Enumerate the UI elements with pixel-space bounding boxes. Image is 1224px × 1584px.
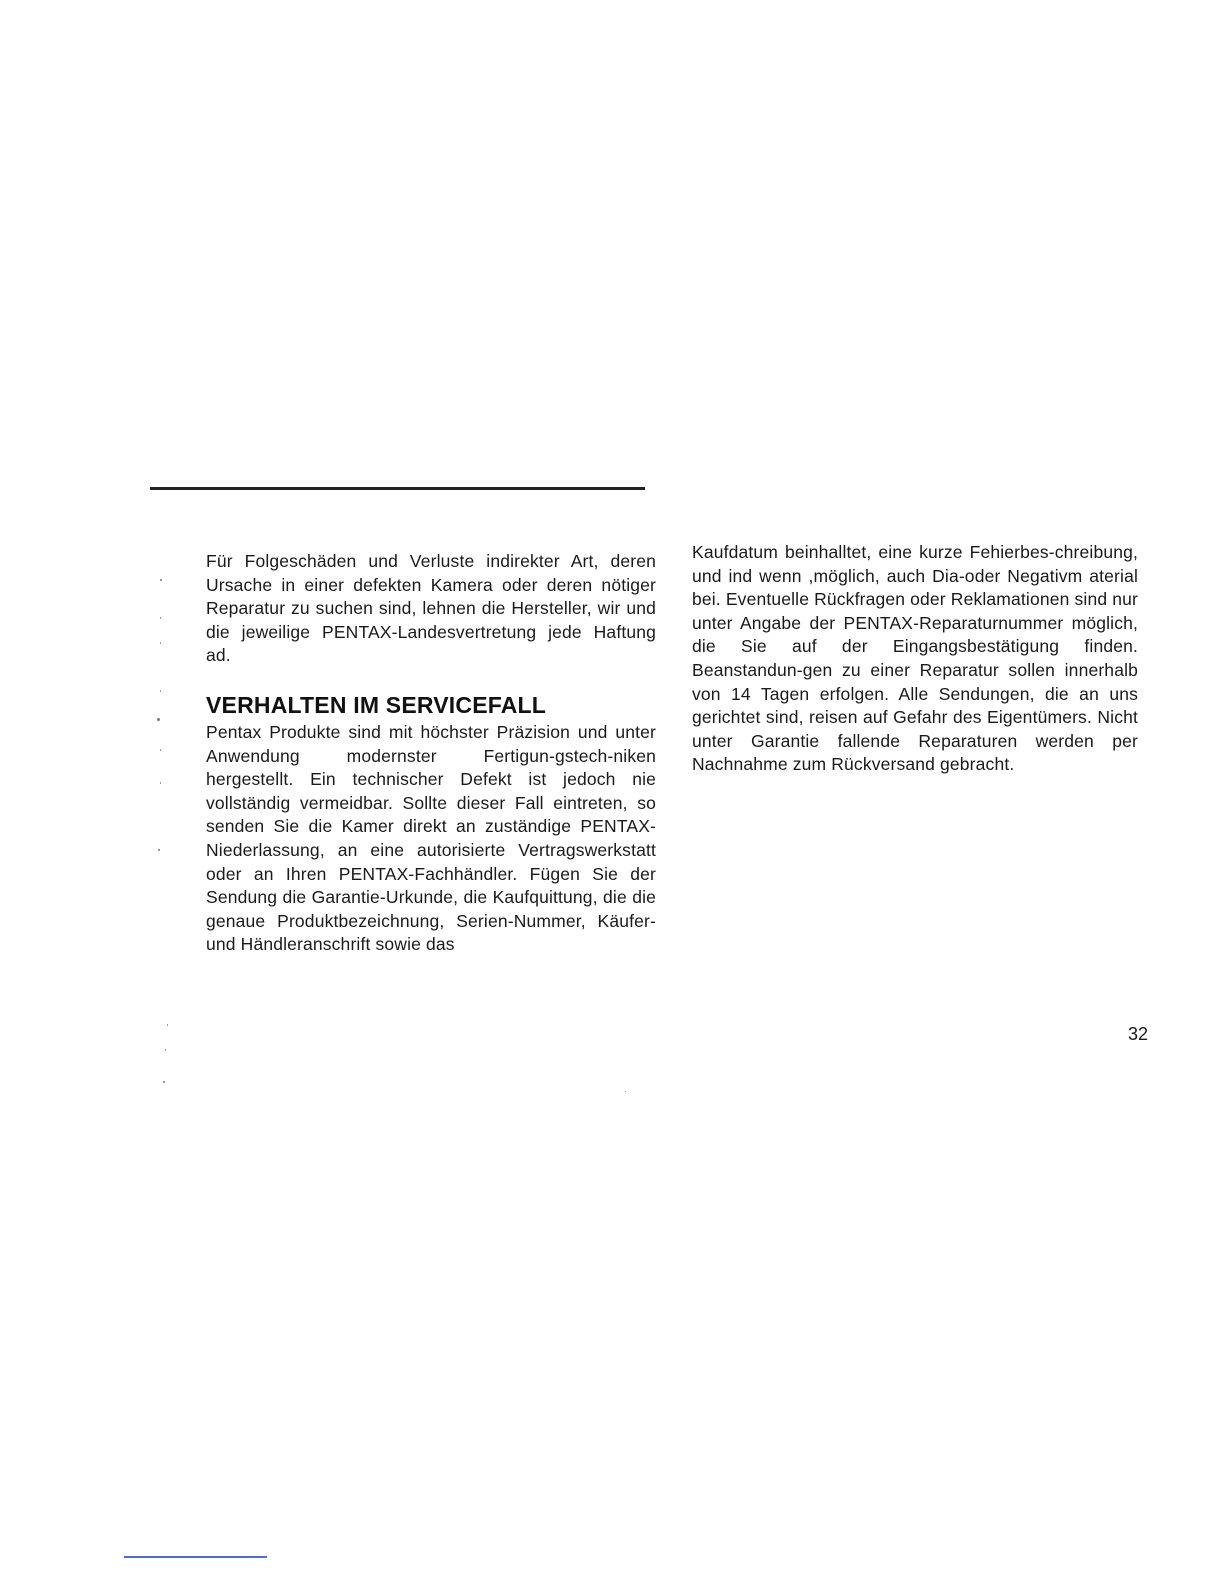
liability-paragraph: Für Folgeschäden und Verluste indirekter Art, deren Ursache in einer defekten Kamera oder deren nötiger Reparatur zu suchen sind, lehnen die Hersteller, wir und die jeweilige PENTAX-Landesvertretung jede Haftung ad. — [206, 551, 656, 666]
scan-speck — [160, 690, 161, 692]
service-paragraph-continued: Kaufdatum beinhalltet, eine kurze Fehierbes-chreibung, und ind wenn ,möglich, auch Dia-oder Negativm aterial bei. Eventuelle Rückfragen oder Reklamationen sind nur unter Angabe der PENTAX-Reparaturnummer möglich, die Sie auf der Eingangsbestätigung finden. Beanstandun-gen zu einer Reparatur sollen innerhalb von 14 Tagen erfolgen. Alle Sendungen, die an uns gerichtet sind, reisen auf Gefahr des Eigentümers. Nicht unter Garantie fallende Reparaturen werden per Nachnahme zum Rückversand gebracht. — [692, 542, 1138, 775]
scan-speck — [160, 642, 161, 644]
right-column — [692, 541, 1138, 777]
bottom-edge-line — [124, 1556, 267, 1558]
scan-speck — [160, 749, 161, 751]
scan-speck — [160, 617, 161, 619]
scan-speck — [157, 718, 160, 721]
section-heading: VERHALTEN IM SERVICEFALL — [206, 691, 547, 718]
scan-speck — [160, 782, 161, 784]
page-number: 32 — [1128, 1024, 1149, 1044]
scan-speck — [625, 1091, 626, 1092]
scan-speck — [167, 1024, 168, 1026]
service-paragraph: Pentax Produkte sind mit höchster Präzision und unter Anwendung modernster Fertigun-gstech-niken hergestellt. Ein technischer Defekt ist jedoch nie vollständig vermeidbar. Sollte dieser Fall eintreten, so senden Sie die Kamer direkt an zuständige PENTAX-Niederlassung, an eine autorisierte Vertragswerkstatt oder an Ihren PENTAX-Fachhändler. Fügen Sie der Sendung die Garantie-Urkunde, die Kaufquittung, die die genaue Produktbezeichnung, Serien-Nummer, Käufer-und Händleranschrift sowie das — [206, 721, 656, 955]
top-rule-divider — [150, 487, 645, 490]
left-column — [206, 550, 656, 957]
scan-speck — [163, 1081, 165, 1083]
scan-speck — [165, 1049, 166, 1051]
scan-speck — [158, 849, 160, 851]
scan-speck — [160, 579, 162, 581]
